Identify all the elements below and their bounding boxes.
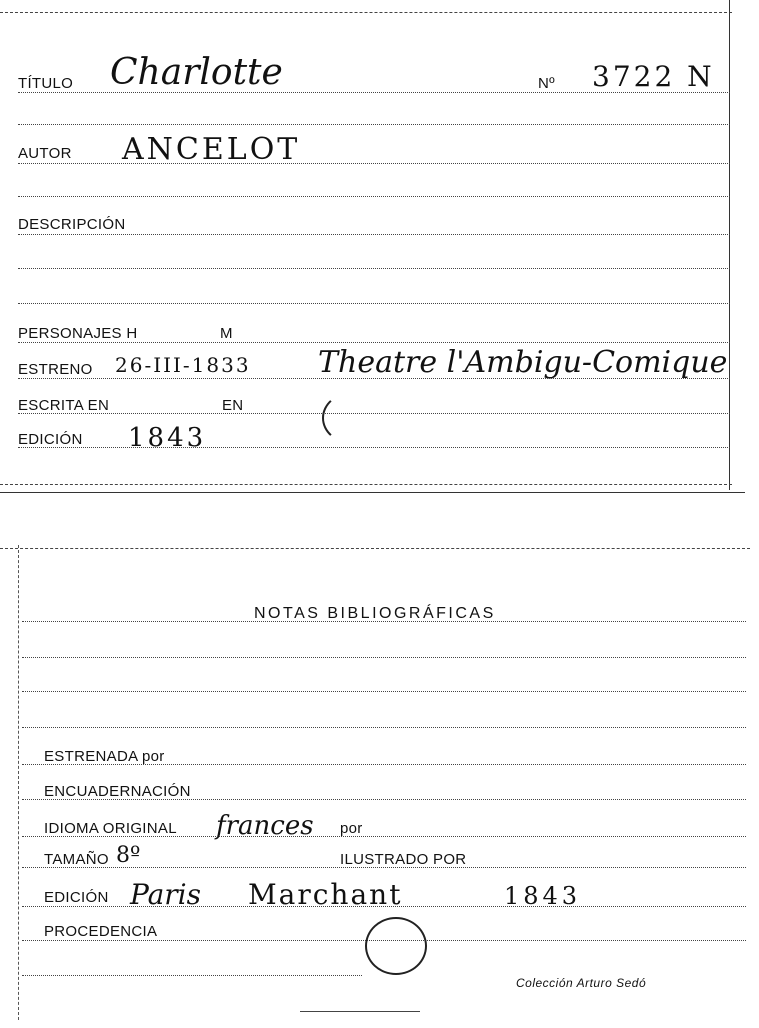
autor-label: AUTOR [18,145,72,162]
titulo-label: TÍTULO [18,75,74,92]
card2-left-edge [18,545,19,1020]
procedencia-label: PROCEDENCIA [44,923,158,940]
notas-title: NOTAS BIBLIOGRÁFICAS [254,605,496,622]
en-label: EN [222,397,244,414]
notas-line [22,621,746,622]
edicion2-line [22,906,746,907]
personajes-m-label: M [220,325,233,342]
card-right-edge [729,0,730,490]
autor-line [18,163,730,164]
card-bottom-edge [0,484,732,485]
estreno-line [18,378,730,379]
catalog-card-top [0,0,732,490]
personajes-label: PERSONAJES H [18,325,138,342]
numero-label: Nº [538,75,555,92]
descripcion-label: DESCRIPCIÓN [18,216,126,233]
notes-rule-1 [22,657,746,658]
edicion-year: 1843 [504,882,582,910]
collection-credit: Colección Arturo Sedó [516,976,647,990]
stamp-arc [322,392,382,444]
tamano-line [22,867,746,868]
tamano-value: 8º [116,843,141,868]
ilustrado-label: ILUSTRADO POR [340,851,467,868]
card-separator-line [0,492,745,493]
autor-value: ANCELOT [122,132,301,167]
edicion-label: EDICIÓN [18,431,83,448]
edicion-value: 1843 [128,423,207,453]
rule-4 [18,303,730,304]
descripcion-line [18,234,730,235]
bottom-rule [22,975,362,976]
stamp-circle [365,917,427,975]
estrenada-line [22,764,746,765]
numero-value: 3722 N [592,60,715,93]
catalog-card-bottom [0,545,750,1020]
idioma-line [22,836,746,837]
escrita-label: ESCRITA EN [18,397,110,414]
edicion-place: Paris [130,878,201,911]
edicion-line [18,447,730,448]
encuadernacion-line [22,799,746,800]
edicion-publisher: Marchant [248,878,403,911]
estreno-label: ESTRENO [18,361,93,378]
idioma-value: frances [216,811,314,841]
estreno-theatre: Theatre l'Ambigu-Comique [318,345,728,380]
footer-rule [300,1011,420,1012]
rule-3 [18,268,730,269]
personajes-line [18,342,730,343]
card2-top-edge [0,548,750,549]
estrenada-label: ESTRENADA por [44,748,165,765]
rule-2 [18,196,730,197]
notes-rule-2 [22,691,746,692]
idioma-label: IDIOMA ORIGINAL [44,820,177,837]
edicion2-label: EDICIÓN [44,889,109,906]
tamano-label: TAMAÑO [44,851,109,868]
rule-1 [18,124,730,125]
por-label: por [340,820,363,837]
titulo-value: Charlotte [110,52,283,93]
estreno-date: 26-III-1833 [115,353,251,377]
card-top-edge [0,12,732,13]
encuadernacion-label: ENCUADERNACIÓN [44,783,191,800]
notes-rule-3 [22,727,746,728]
